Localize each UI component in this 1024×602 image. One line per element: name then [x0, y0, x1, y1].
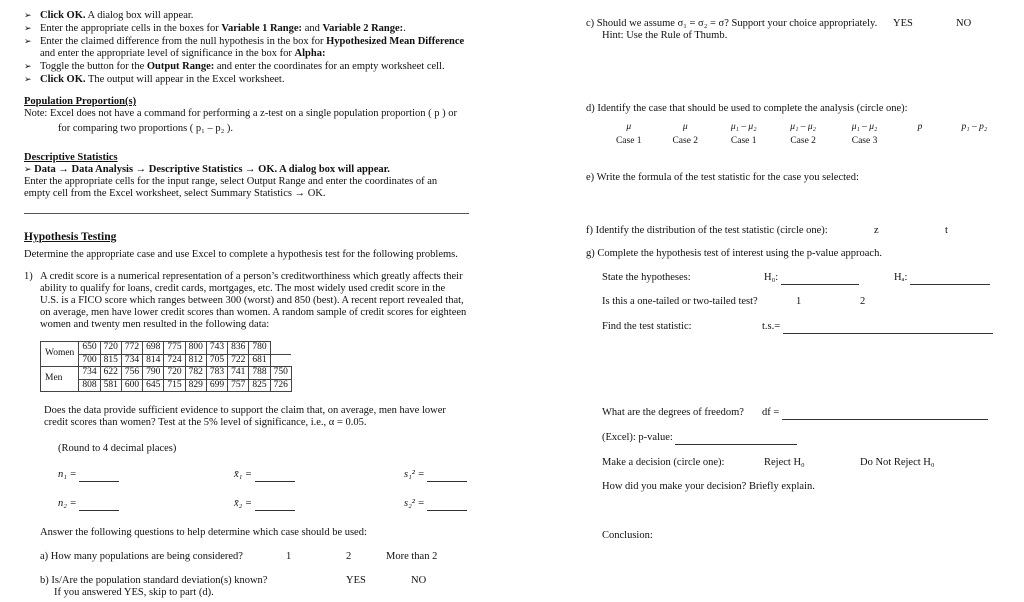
decision-label: Make a decision (circle one): [602, 457, 725, 468]
h0-blank[interactable] [781, 284, 859, 285]
s1-field[interactable] [404, 469, 467, 482]
tail-question: Is this a one-tailed or two-tailed test? [602, 296, 758, 307]
step-item: ➢ Enter the appropriate cells in the boxes for Variable 1 Range: and Variable 2 Range:. [24, 23, 474, 36]
table-row [41, 342, 292, 355]
option-a-more[interactable]: More than 2 [386, 551, 438, 562]
case-label: Case 2 [672, 135, 699, 146]
n1-field[interactable] [58, 469, 119, 482]
case-option[interactable]: μ₁ – μ₂ [851, 122, 878, 132]
s2-label: s₂² = [404, 498, 425, 509]
ts-blank[interactable] [783, 333, 993, 334]
df-blank[interactable] [782, 419, 988, 420]
desc-stats-line1: Enter the appropriate cells for the input range, select Output Range and enter the coordinates of an [24, 176, 438, 187]
table-cell [270, 354, 291, 367]
table-cell: 726 [270, 379, 291, 392]
table-cell: 715 [164, 379, 185, 392]
hypothesis-testing-heading: Hypothesis Testing [24, 231, 117, 243]
table-cell: 622 [100, 367, 121, 380]
table-cell: 581 [100, 379, 121, 392]
table-cell: 800 [185, 342, 206, 355]
ha-label: Hₐ: [894, 272, 908, 283]
desc-stats-heading: Descriptive Statistics [24, 152, 118, 163]
table-cell: 756 [121, 367, 142, 380]
n2-blank[interactable] [79, 510, 119, 511]
n2-label: n₂ = [58, 498, 77, 509]
test-statistic-label: Find the test statistic: [602, 321, 692, 332]
case-label-row [602, 136, 1004, 148]
pop-prop-note [24, 108, 457, 121]
case-symbol-row [602, 122, 1004, 134]
step-item: ➢ Enter the claimed difference from the null hypothesis in the box for Hypothesized Mean Difference and enter the appropriate level of significance in the box for Alpha: [24, 36, 474, 62]
n1-blank[interactable] [79, 481, 119, 482]
table-cell: 698 [143, 342, 164, 355]
ha-field[interactable] [894, 272, 990, 285]
arrow-icon: ➢ [24, 164, 32, 174]
option-f-t[interactable]: t [945, 225, 948, 236]
table-cell: 825 [249, 379, 270, 392]
case-questions-intro: Answer the following questions to help determine which case should be used: [40, 527, 367, 538]
table-cell: 645 [143, 379, 164, 392]
women-label: Women [41, 342, 79, 367]
credit-score-table [40, 341, 292, 392]
case-option[interactable]: p [917, 122, 923, 132]
table-cell: 783 [206, 367, 227, 380]
x1-blank[interactable] [255, 481, 295, 482]
question-b-note: If you answered YES, skip to part (d). [54, 587, 214, 598]
s2-blank[interactable] [427, 510, 467, 511]
df-field[interactable] [762, 407, 988, 420]
desc-step-text: Data → Data Analysis → Descriptive Statistics → OK. A dialog box will appear. [34, 164, 390, 175]
pop-prop-note-line2: for comparing two proportions ( p₁ – p₂ ). [58, 123, 233, 134]
question-e: e) Write the formula of the test statistic for the case you selected: [586, 172, 859, 183]
question-c-hint: Hint: Use the Rule of Thumb. [602, 30, 728, 41]
x2-label: x̄₂ = [234, 498, 253, 509]
table-cell: 808 [79, 379, 100, 392]
case-label: Case 1 [730, 135, 757, 146]
table-cell: 700 [79, 354, 100, 367]
x1-label: x̄₁ = [234, 469, 253, 480]
question-g: g) Complete the hypothesis test of interest using the p-value approach. [586, 248, 882, 259]
x2-field[interactable] [234, 498, 295, 511]
table-cell [270, 342, 291, 355]
table-cell: 775 [164, 342, 185, 355]
problem-number: 1) [24, 271, 33, 282]
hypothesis-intro: Determine the appropriate case and use Excel to complete a hypothesis test for the following problems. [24, 249, 458, 260]
option-a-1[interactable]: 1 [286, 551, 292, 562]
table-cell: 812 [185, 354, 206, 367]
option-c-no[interactable]: NO [956, 18, 972, 29]
table-cell: 681 [249, 354, 270, 367]
pvalue-field[interactable] [602, 432, 797, 445]
conclusion-label: Conclusion: [602, 530, 653, 541]
desc-stats-step [24, 164, 390, 177]
table-cell: 734 [121, 354, 142, 367]
x2-blank[interactable] [255, 510, 295, 511]
table-row [41, 379, 292, 392]
case-label [897, 136, 942, 148]
table-cell: 772 [121, 342, 142, 355]
case-options [600, 120, 1006, 149]
table-cell: 814 [143, 354, 164, 367]
problem-line: U.S. is a FICO score which ranges between 300 (worst) and 850 (best). A recent report revealed that, [40, 295, 464, 306]
state-hypotheses-label: State the hypotheses: [602, 272, 691, 283]
table-cell: 836 [228, 342, 249, 355]
pvalue-blank[interactable] [675, 444, 797, 445]
question-a: a) How many populations are being considered? [40, 551, 243, 562]
table-cell: 750 [270, 367, 291, 380]
problem-line: on average, men have lower credit scores than women. A random sample of credit scores for eighteen [40, 307, 467, 318]
case-option[interactable]: μ₁ – μ₂ [730, 122, 757, 132]
table-cell: 724 [164, 354, 185, 367]
step-item: ➢ Click OK. A dialog box will appear. [24, 10, 474, 23]
pvalue-label: (Excel): p-value: [602, 432, 673, 443]
case-option[interactable]: μ₁ – μ₂ [790, 122, 816, 132]
h0-field[interactable] [764, 272, 859, 285]
case-label: Case 3 [851, 135, 878, 146]
step-item: ➢ Click OK. The output will appear in the Excel worksheet. [24, 74, 474, 87]
case-label [945, 136, 1004, 148]
question-line: credit scores than women? Test at the 5% level of significance, i.e., α = 0.05. [44, 417, 367, 428]
ha-blank[interactable] [910, 284, 990, 285]
s1-blank[interactable] [427, 481, 467, 482]
option-not-reject[interactable]: Do Not Reject H₀ [860, 457, 935, 468]
note-text: Excel does not have a command for performing a z-test on a single population proportion ( p ) or [49, 108, 458, 119]
option-tail-2[interactable]: 2 [860, 296, 866, 307]
table-cell: 780 [249, 342, 270, 355]
option-b-yes[interactable]: YES [346, 575, 366, 586]
step-item: ➢ Toggle the button for the Output Range: and enter the coordinates for an empty worksheet cell. [24, 61, 474, 74]
men-label: Men [41, 367, 79, 392]
table-cell: 699 [206, 379, 227, 392]
table-cell: 790 [143, 367, 164, 380]
table-cell: 734 [79, 367, 100, 380]
section-divider [24, 213, 469, 214]
table-row [41, 367, 292, 380]
question-line: Does the data provide sufficient evidence to support the claim that, on average, men have lower [44, 405, 446, 416]
explain-question: How did you make your decision? Briefly explain. [602, 481, 815, 492]
option-c-yes[interactable]: YES [893, 18, 913, 29]
s1-label: s₁² = [404, 469, 425, 480]
option-a-2[interactable]: 2 [346, 551, 352, 562]
question-f: f) Identify the distribution of the test statistic (circle one): [586, 225, 828, 236]
question-d: d) Identify the case that should be used to complete the analysis (circle one): [586, 103, 908, 114]
option-b-no[interactable]: NO [411, 575, 427, 586]
test-statistic-field[interactable] [762, 321, 993, 334]
h0-label: H₀: [764, 272, 779, 283]
s2-field[interactable] [404, 498, 467, 511]
problem-line: ability to qualify for loans, credit cards, mortgages, etc. The most widely used credit score in the [40, 283, 446, 294]
case-label: Case 2 [790, 135, 816, 146]
ts-label: t.s.= [762, 321, 781, 332]
df-question: What are the degrees of freedom? [602, 407, 744, 418]
table-cell: 829 [185, 379, 206, 392]
n2-field[interactable] [58, 498, 119, 511]
option-reject[interactable]: Reject H₀ [764, 457, 805, 468]
table-cell: 600 [121, 379, 142, 392]
round-note: (Round to 4 decimal places) [58, 443, 177, 454]
table-cell: 741 [228, 367, 249, 380]
table-cell: 705 [206, 354, 227, 367]
x1-field[interactable] [234, 469, 295, 482]
table-cell: 788 [249, 367, 270, 380]
table-cell: 815 [100, 354, 121, 367]
option-tail-1[interactable]: 1 [796, 296, 802, 307]
table-row [41, 354, 292, 367]
table-cell: 720 [100, 342, 121, 355]
problem-line: A credit score is a numerical representation of a person’s creditworthiness which greatly affects their [40, 271, 463, 282]
problem-line: women and twenty men resulted in the following data: [40, 319, 270, 330]
question-b: b) Is/Are the population standard deviation(s) known? [40, 575, 268, 586]
pop-prop-heading: Population Proportion(s) [24, 96, 137, 107]
df-label: df = [762, 407, 780, 418]
table-cell: 720 [164, 367, 185, 380]
note-label: Note: [24, 108, 48, 119]
question-c: c) Should we assume σ₁ = σ₂ = σ? Support your choice appropriately. [586, 18, 878, 29]
table-cell: 650 [79, 342, 100, 355]
option-f-z[interactable]: z [874, 225, 879, 236]
table-cell: 743 [206, 342, 227, 355]
desc-stats-line2: empty cell from the Excel worksheet, select Summary Statistics → OK. [24, 188, 326, 199]
table-cell: 757 [228, 379, 249, 392]
case-option[interactable]: μ [626, 122, 632, 132]
case-label: Case 1 [615, 135, 642, 146]
excel-steps-list [24, 10, 474, 87]
case-option[interactable]: μ [682, 122, 688, 132]
case-option[interactable]: p₁ – p₂ [961, 122, 988, 132]
n1-label: n₁ = [58, 469, 77, 480]
table-cell: 782 [185, 367, 206, 380]
table-cell: 722 [228, 354, 249, 367]
